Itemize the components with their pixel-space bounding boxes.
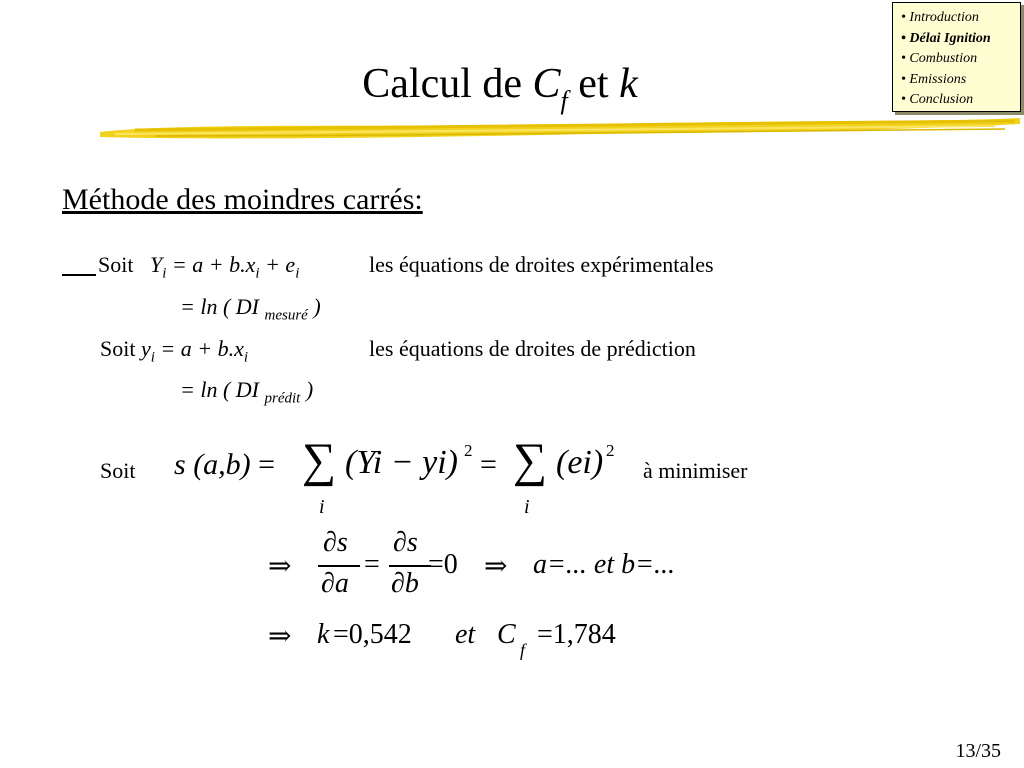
ln-line-2 (180, 377, 313, 407)
ln2-sub: prédit (264, 390, 301, 407)
eq1-sub3: i (295, 265, 300, 282)
soit-label-1 (98, 252, 133, 278)
partial-s-1: ∂s (323, 527, 348, 558)
eq1-y: Y (150, 252, 163, 277)
eq1-rest: = a + b.x (166, 252, 256, 277)
page-number: 13/35 (955, 740, 1001, 762)
implies-arrow-1: ⇒ (268, 551, 292, 582)
formula-ab: (a,b) (193, 448, 251, 481)
equation-2 (100, 336, 248, 366)
ln-line-1 (180, 294, 321, 324)
result-c: C (497, 619, 516, 650)
sum-formula (174, 448, 275, 482)
eq2-rest: = a + b.x (154, 336, 244, 361)
nav-item-combustion[interactable]: • Combustion (901, 51, 978, 66)
eq2-sub: i (150, 349, 155, 366)
nav-item-introduction[interactable]: • Introduction (901, 10, 979, 25)
square-2: 2 (606, 441, 615, 460)
equals-zero: =0 (428, 549, 458, 580)
partial-b: ∂b (391, 568, 419, 599)
title-prefix: Calcul de (362, 61, 533, 107)
eq1-rest2: + e (259, 252, 296, 277)
partial-a: ∂a (321, 568, 349, 599)
implies-arrow-2: ⇒ (484, 551, 508, 582)
soit-text-1: Soit (98, 252, 134, 277)
result-k: k (317, 619, 330, 650)
ln1-sub: mesuré (264, 307, 308, 324)
sum-symbol-2: ∑ (513, 434, 548, 487)
fraction-bar-1 (318, 565, 360, 567)
result-c-sub: f (520, 640, 526, 660)
equation-1 (150, 252, 299, 282)
title-k: k (619, 61, 638, 107)
desc-2: les équations de droites de prédiction (369, 336, 696, 361)
sum-index-1: i (319, 496, 325, 518)
eq2-y: y (140, 336, 151, 361)
title-mid: et (567, 61, 620, 107)
residual-term: (Yi − yi) (345, 444, 458, 481)
sum-symbol-1: ∑ (302, 434, 337, 487)
soit-text-2: Soit (100, 336, 141, 361)
title-c: C (532, 61, 561, 107)
nav-item-conclusion[interactable]: • Conclusion (901, 92, 974, 107)
slide-title (0, 60, 1000, 115)
ln2-text: = ln ( DI (180, 377, 265, 402)
ln2-end: ) (300, 377, 314, 402)
eq1-sub2: i (255, 265, 260, 282)
implies-arrow-3: ⇒ (268, 621, 292, 652)
title-brush-stroke (95, 110, 1024, 146)
result-et: et (455, 619, 476, 650)
ln1-end: ) (307, 294, 321, 319)
result-c-value: =1,784 (537, 619, 616, 650)
sum-index-2: i (524, 496, 530, 518)
fraction-bar-2 (389, 565, 431, 567)
section-heading: Méthode des moindres carrés: (62, 183, 423, 216)
error-term: (ei) (556, 444, 604, 481)
eq1-sub: i (162, 265, 167, 282)
result-ab: a=... et b=... (533, 549, 675, 580)
minimiser-label: à minimiser (643, 458, 748, 483)
ln1-text: = ln ( DI (180, 294, 265, 319)
square-1: 2 (464, 441, 473, 460)
eq2-sub2: i (243, 349, 249, 366)
formula-eq-3: = (364, 549, 380, 580)
underscore-mark (62, 274, 96, 276)
soit-label-3: Soit (100, 458, 136, 483)
partial-s-2: ∂s (393, 527, 418, 558)
nav-item-emissions[interactable]: • Emissions (901, 71, 967, 87)
title-c-sub: f (560, 86, 568, 115)
desc-1: les équations de droites expérimentales (369, 252, 714, 277)
result-k-value: =0,542 (333, 619, 412, 650)
formula-eq-2: = (480, 448, 497, 481)
formula-eq: = (258, 448, 276, 481)
formula-s: s (174, 448, 186, 481)
nav-item-delai-ignition[interactable]: • Délai Ignition (901, 30, 991, 46)
